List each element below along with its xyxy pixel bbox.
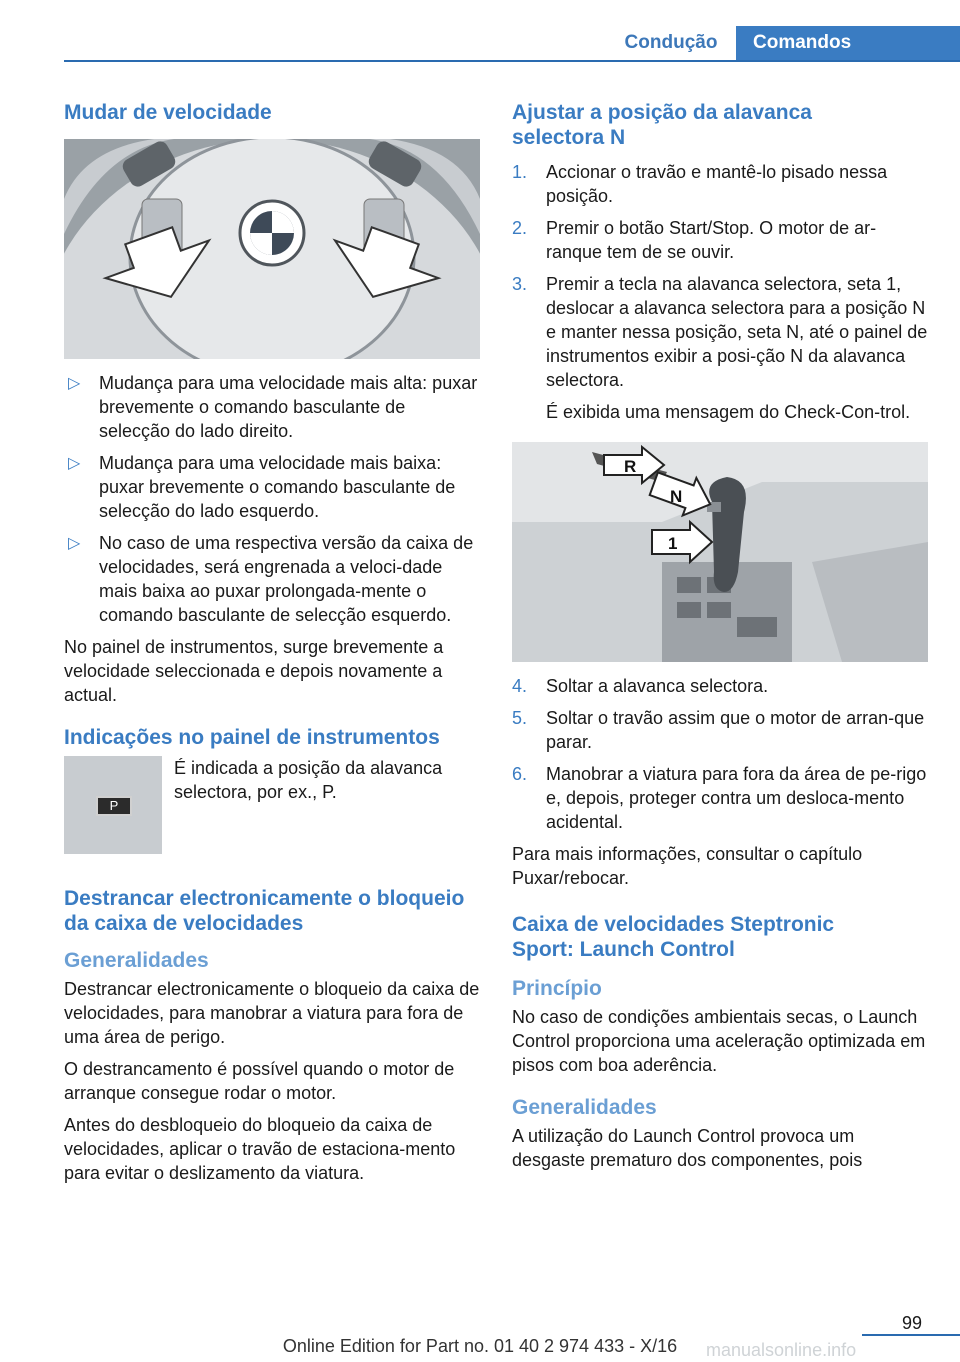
header-section-tab: Condução — [624, 32, 718, 53]
indicator-text: É indicada a posição da alavanca selectora, por ex., P. — [174, 758, 443, 802]
subheading-generalidades: Generalidades — [512, 1096, 657, 1119]
paragraph-mais-informacoes: Para mais informações, consultar o capítulo Puxar/rebocar. — [512, 844, 863, 888]
subheading-principio: Princípio — [512, 977, 602, 1000]
heading-mudar-velocidade: Mudar de velocidade — [64, 101, 272, 124]
gear-selector-image — [512, 442, 928, 662]
steering-wheel-illustration — [64, 139, 480, 359]
step3-note: É exibida uma mensagem do Check-Con-trol. — [546, 402, 911, 422]
watermark: manualsonline.info — [706, 1340, 857, 1360]
triangle-bullet-icon: ▷ — [68, 535, 81, 552]
paragraph: Destrancar electronicamente o bloqueio da caixa de velocidades, para manobrar a viatura para fora de uma área de perigo. — [64, 979, 480, 1047]
arrow-label-1: 1 — [668, 534, 678, 553]
steps-list-a — [512, 160, 928, 424]
paragraph: O destrancamento é possível quando o motor de arranque consegue rodar o motor. — [64, 1059, 455, 1103]
shift-bullet-list — [64, 371, 480, 627]
list-item: ▷ Mudança para uma velocidade mais baixa: puxar brevemente o comando basculante de selecção do lado esquerdo. — [68, 453, 456, 521]
list-item: 2. Premir o botão Start/Stop. O motor de ar-ranque tem de se ouvir. — [512, 218, 877, 262]
gear-indicator-box: P — [96, 796, 132, 816]
subheading-generalidades: Generalidades — [64, 949, 209, 972]
paragraph: Antes do desbloqueio do bloqueio da caixa de velocidades, aplicar o travão de estaciona-mento para evitar o deslizamento da viatura. — [64, 1115, 456, 1183]
list-item: ▷ No caso de uma respectiva versão da caixa de velocidades, será engrenada a veloci-dade mais baixa ao puxar prolongada-mente o comando basculante de selecção esquerdo. — [68, 533, 474, 625]
header-rule — [64, 60, 960, 62]
list-item: 1. Accionar o travão e mantê-lo pisado nessa posição. — [512, 162, 888, 206]
list-item: ▷ Mudança para uma velocidade mais alta: puxar brevemente o comando basculante de selecção do lado direito. — [68, 373, 478, 441]
right-column — [512, 100, 928, 1180]
online-edition-text: Online Edition for Part no. 01 40 2 974 433 - X/16 — [282, 1336, 678, 1356]
paragraph-principio: No caso de condições ambientais secas, o Launch Control proporciona uma aceleração optimizada em pisos com boa aderência. — [512, 1007, 926, 1075]
arrow-label-n: N — [670, 487, 683, 506]
left-column — [64, 100, 480, 1193]
arrow-label-r: R — [624, 457, 637, 476]
triangle-bullet-icon: ▷ — [68, 375, 81, 392]
page-number: 99 — [901, 1313, 922, 1333]
steps-list-b — [512, 674, 928, 834]
heading-indicacoes-painel: Indicações no painel de instrumentos — [64, 726, 440, 749]
heading-ajustar-posicao: Ajustar a posição da alavanca selectora N — [512, 101, 812, 149]
list-item: 5. Soltar o travão assim que o motor de arran-que parar. — [512, 708, 925, 752]
heading-destrancar: Destrancar electronicamente o bloqueio da caixa de velocidades — [64, 887, 465, 935]
header-chapter-tab: Comandos — [736, 26, 960, 62]
paragraph-velocidade-painel: No painel de instrumentos, surge brevemente a velocidade seleccionada e depois novamente a actual. — [64, 637, 444, 705]
heading-launch-control: Caixa de velocidades Steptronic Sport: Launch Control — [512, 913, 835, 961]
steering-wheel-image — [64, 139, 480, 359]
triangle-bullet-icon: ▷ — [68, 455, 81, 472]
list-item: 6. Manobrar a viatura para fora da área de pe-rigo e, depois, proteger contra um desloca-mento acidental. — [512, 764, 927, 832]
indicator-image — [64, 756, 162, 854]
list-item: 4. Soltar a alavanca selectora. — [512, 676, 769, 696]
gear-selector-illustration — [512, 442, 928, 662]
paragraph-generalidades: A utilização do Launch Control provoca um desgaste prematuro dos componentes, pois — [512, 1126, 863, 1170]
indicator-block — [64, 756, 480, 856]
list-item: 3. Premir a tecla na alavanca selectora, seta 1, deslocar a alavanca selectora para a posição N e manter nessa posição, seta N, até o painel de instrumentos exibir a posi-ção N da alavanca selectora. É exibida uma mensagem do Check-Con-trol. — [512, 274, 928, 422]
